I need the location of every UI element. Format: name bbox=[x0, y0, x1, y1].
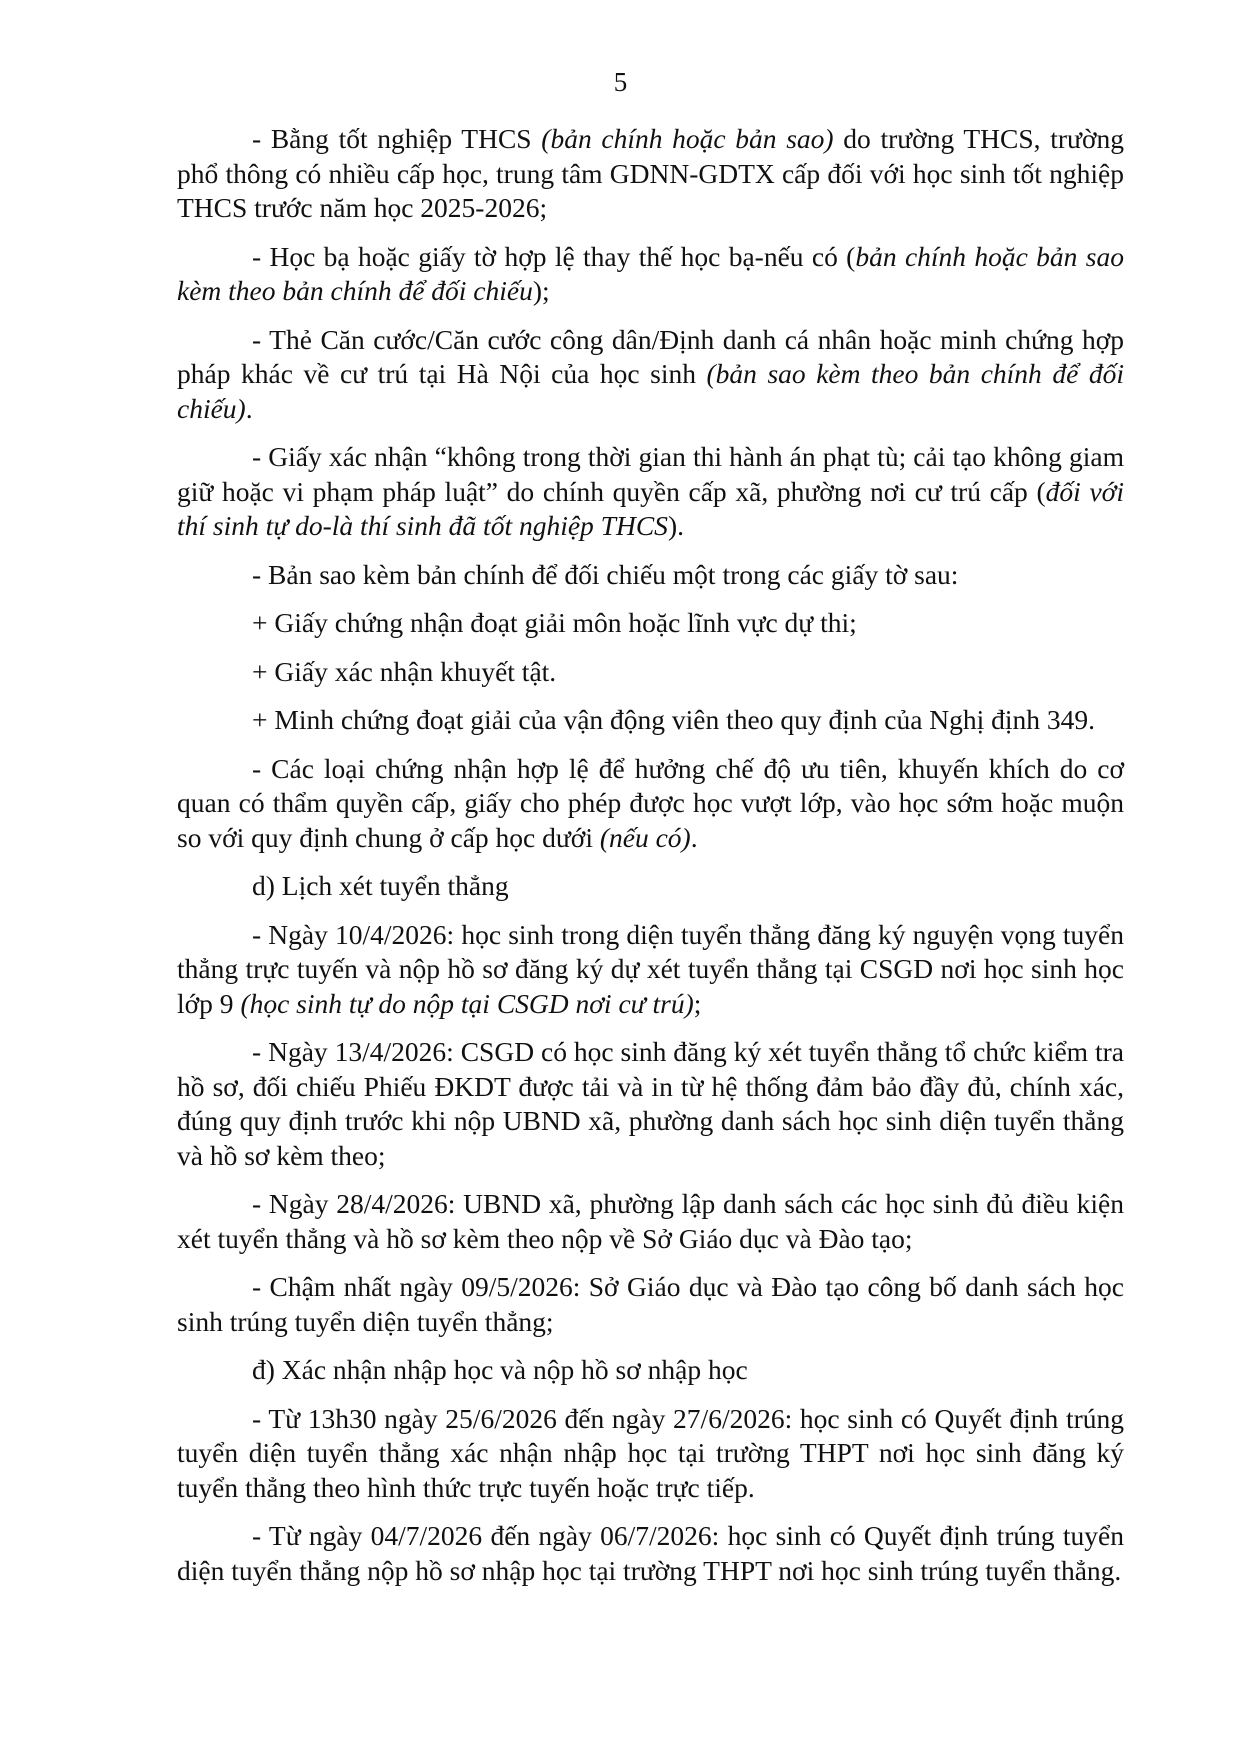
paragraph-text: ). bbox=[667, 510, 684, 541]
paragraph-award-certificate: + Giấy chứng nhận đoạt giải môn hoặc lĩnh vực dự thi; bbox=[252, 607, 857, 638]
page-number: 5 bbox=[613, 67, 628, 97]
paragraph-text: ; bbox=[693, 987, 702, 1019]
paragraph-text: . bbox=[690, 821, 698, 853]
paragraph-copies-intro: - Bản sao kèm bản chính để đối chiếu một trong các giấy tờ sau: bbox=[252, 558, 959, 590]
paragraph-italic-note: bản chính hoặc bản sao kèm theo bản chính để đối chiếu bbox=[177, 240, 1124, 306]
document-body bbox=[177, 122, 1124, 1602]
paragraph-italic-note: (học sinh tự do nộp tại CSGD nơi cư trú) bbox=[240, 987, 694, 1019]
paragraph-text: - Học bạ hoặc giấy tờ hợp lệ thay thế học bạ-nếu có ( bbox=[252, 240, 856, 272]
paragraph-italic-note: đối với thí sinh tự do-là thí sinh đã tốt nghiệp THCS bbox=[177, 475, 1124, 541]
paragraph-text: - Bằng tốt nghiệp THCS bbox=[252, 123, 542, 154]
paragraph-text: - Giấy xác nhận “không trong thời gian thi hành án phạt tù; cải tạo không giam giữ hoặc vi phạm pháp luật” do chính quyền cấp xã, phường nơi cư trú cấp ( bbox=[177, 441, 1124, 507]
paragraph-confirmation-letter bbox=[177, 440, 1124, 544]
paragraph-text: . bbox=[245, 392, 253, 424]
paragraph-text: ); bbox=[532, 275, 550, 306]
paragraph-schedule-2804: - Ngày 28/4/2026: UBND xã, phường lập danh sách các học sinh đủ điều kiện xét tuyển thẳng và hồ sơ kèm theo nộp về Sở Giáo dục và Đào tạo; bbox=[177, 1188, 1124, 1254]
section-heading-schedule: d) Lịch xét tuyển thẳng bbox=[252, 870, 509, 901]
paragraph-italic-note: (bản sao kèm theo bản chính để đối chiếu) bbox=[177, 358, 1124, 424]
paragraph-disability-confirmation: + Giấy xác nhận khuyết tật. bbox=[252, 655, 557, 687]
paragraph-priority-certificates bbox=[177, 752, 1124, 856]
paragraph-graduation-certificate bbox=[177, 122, 1124, 226]
paragraph-enrollment-documents: - Từ ngày 04/7/2026 đến ngày 06/7/2026: học sinh có Quyết định trúng tuyển diện tuyển thẳng nộp hồ sơ nhập học tại trường THPT nơi học sinh trúng tuyển thẳng. bbox=[177, 1520, 1124, 1586]
paragraph-text: - Thẻ Căn cước/Căn cước công dân/Định danh cá nhân hoặc minh chứng hợp pháp khác về cư trú tại Hà Nội của học sinh bbox=[177, 323, 1124, 389]
paragraph-school-record bbox=[177, 240, 1124, 309]
paragraph-text: do trường THCS, trường phổ thông có nhiều cấp học, trung tâm GDNN-GDTX cấp đối với học sinh tốt nghiệp THCS trước năm học 2025-2026; bbox=[177, 123, 1124, 223]
paragraph-text: - Ngày 10/4/2026: học sinh trong diện tuyển thẳng đăng ký nguyện vọng tuyển thẳng trực tuyến và nộp hồ sơ đăng ký dự xét tuyển thẳng tại CSGD nơi học sinh học lớp 9 bbox=[177, 918, 1124, 1019]
paragraph-schedule-0905: - Chậm nhất ngày 09/5/2026: Sở Giáo dục và Đào tạo công bố danh sách học sinh trúng tuyển diện tuyển thẳng; bbox=[177, 1271, 1124, 1337]
paragraph-schedule-1304: - Ngày 13/4/2026: CSGD có học sinh đăng ký xét tuyển thẳng tổ chức kiểm tra hồ sơ, đối chiếu Phiếu ĐKDT được tải và in từ hệ thống đảm bảo đầy đủ, chính xác, đúng quy định trước khi nộp UBND xã, phường danh sách học sinh diện tuyển thẳng và hồ sơ kèm theo; bbox=[177, 1036, 1124, 1171]
paragraph-italic-note: (nếu có) bbox=[599, 821, 691, 853]
paragraph-schedule-0404 bbox=[177, 918, 1124, 1022]
paragraph-enrollment-confirmation: - Từ 13h30 ngày 25/6/2026 đến ngày 27/6/2026: học sinh có Quyết định trúng tuyển diện tuyển thẳng xác nhận nhập học tại trường THPT nơi học sinh đăng ký tuyển thẳng theo hình thức trực tuyến hoặc trực tiếp. bbox=[177, 1402, 1124, 1503]
paragraph-text: - Các loại chứng nhận hợp lệ để hưởng chế độ ưu tiên, khuyến khích do cơ quan có thẩm quyền cấp, giấy cho phép được học vượt lớp, vào học sớm hoặc muộn so với quy định chung ở cấp học dưới bbox=[177, 752, 1124, 853]
section-heading-enrollment: đ) Xác nhận nhập học và nộp hồ sơ nhập học bbox=[252, 1354, 748, 1385]
paragraph-identity-card bbox=[177, 323, 1124, 427]
paragraph-italic-note: (bản chính hoặc bản sao) bbox=[541, 123, 834, 154]
paragraph-athlete-award: + Minh chứng đoạt giải của vận động viên theo quy định của Nghị định 349. bbox=[252, 704, 1096, 735]
